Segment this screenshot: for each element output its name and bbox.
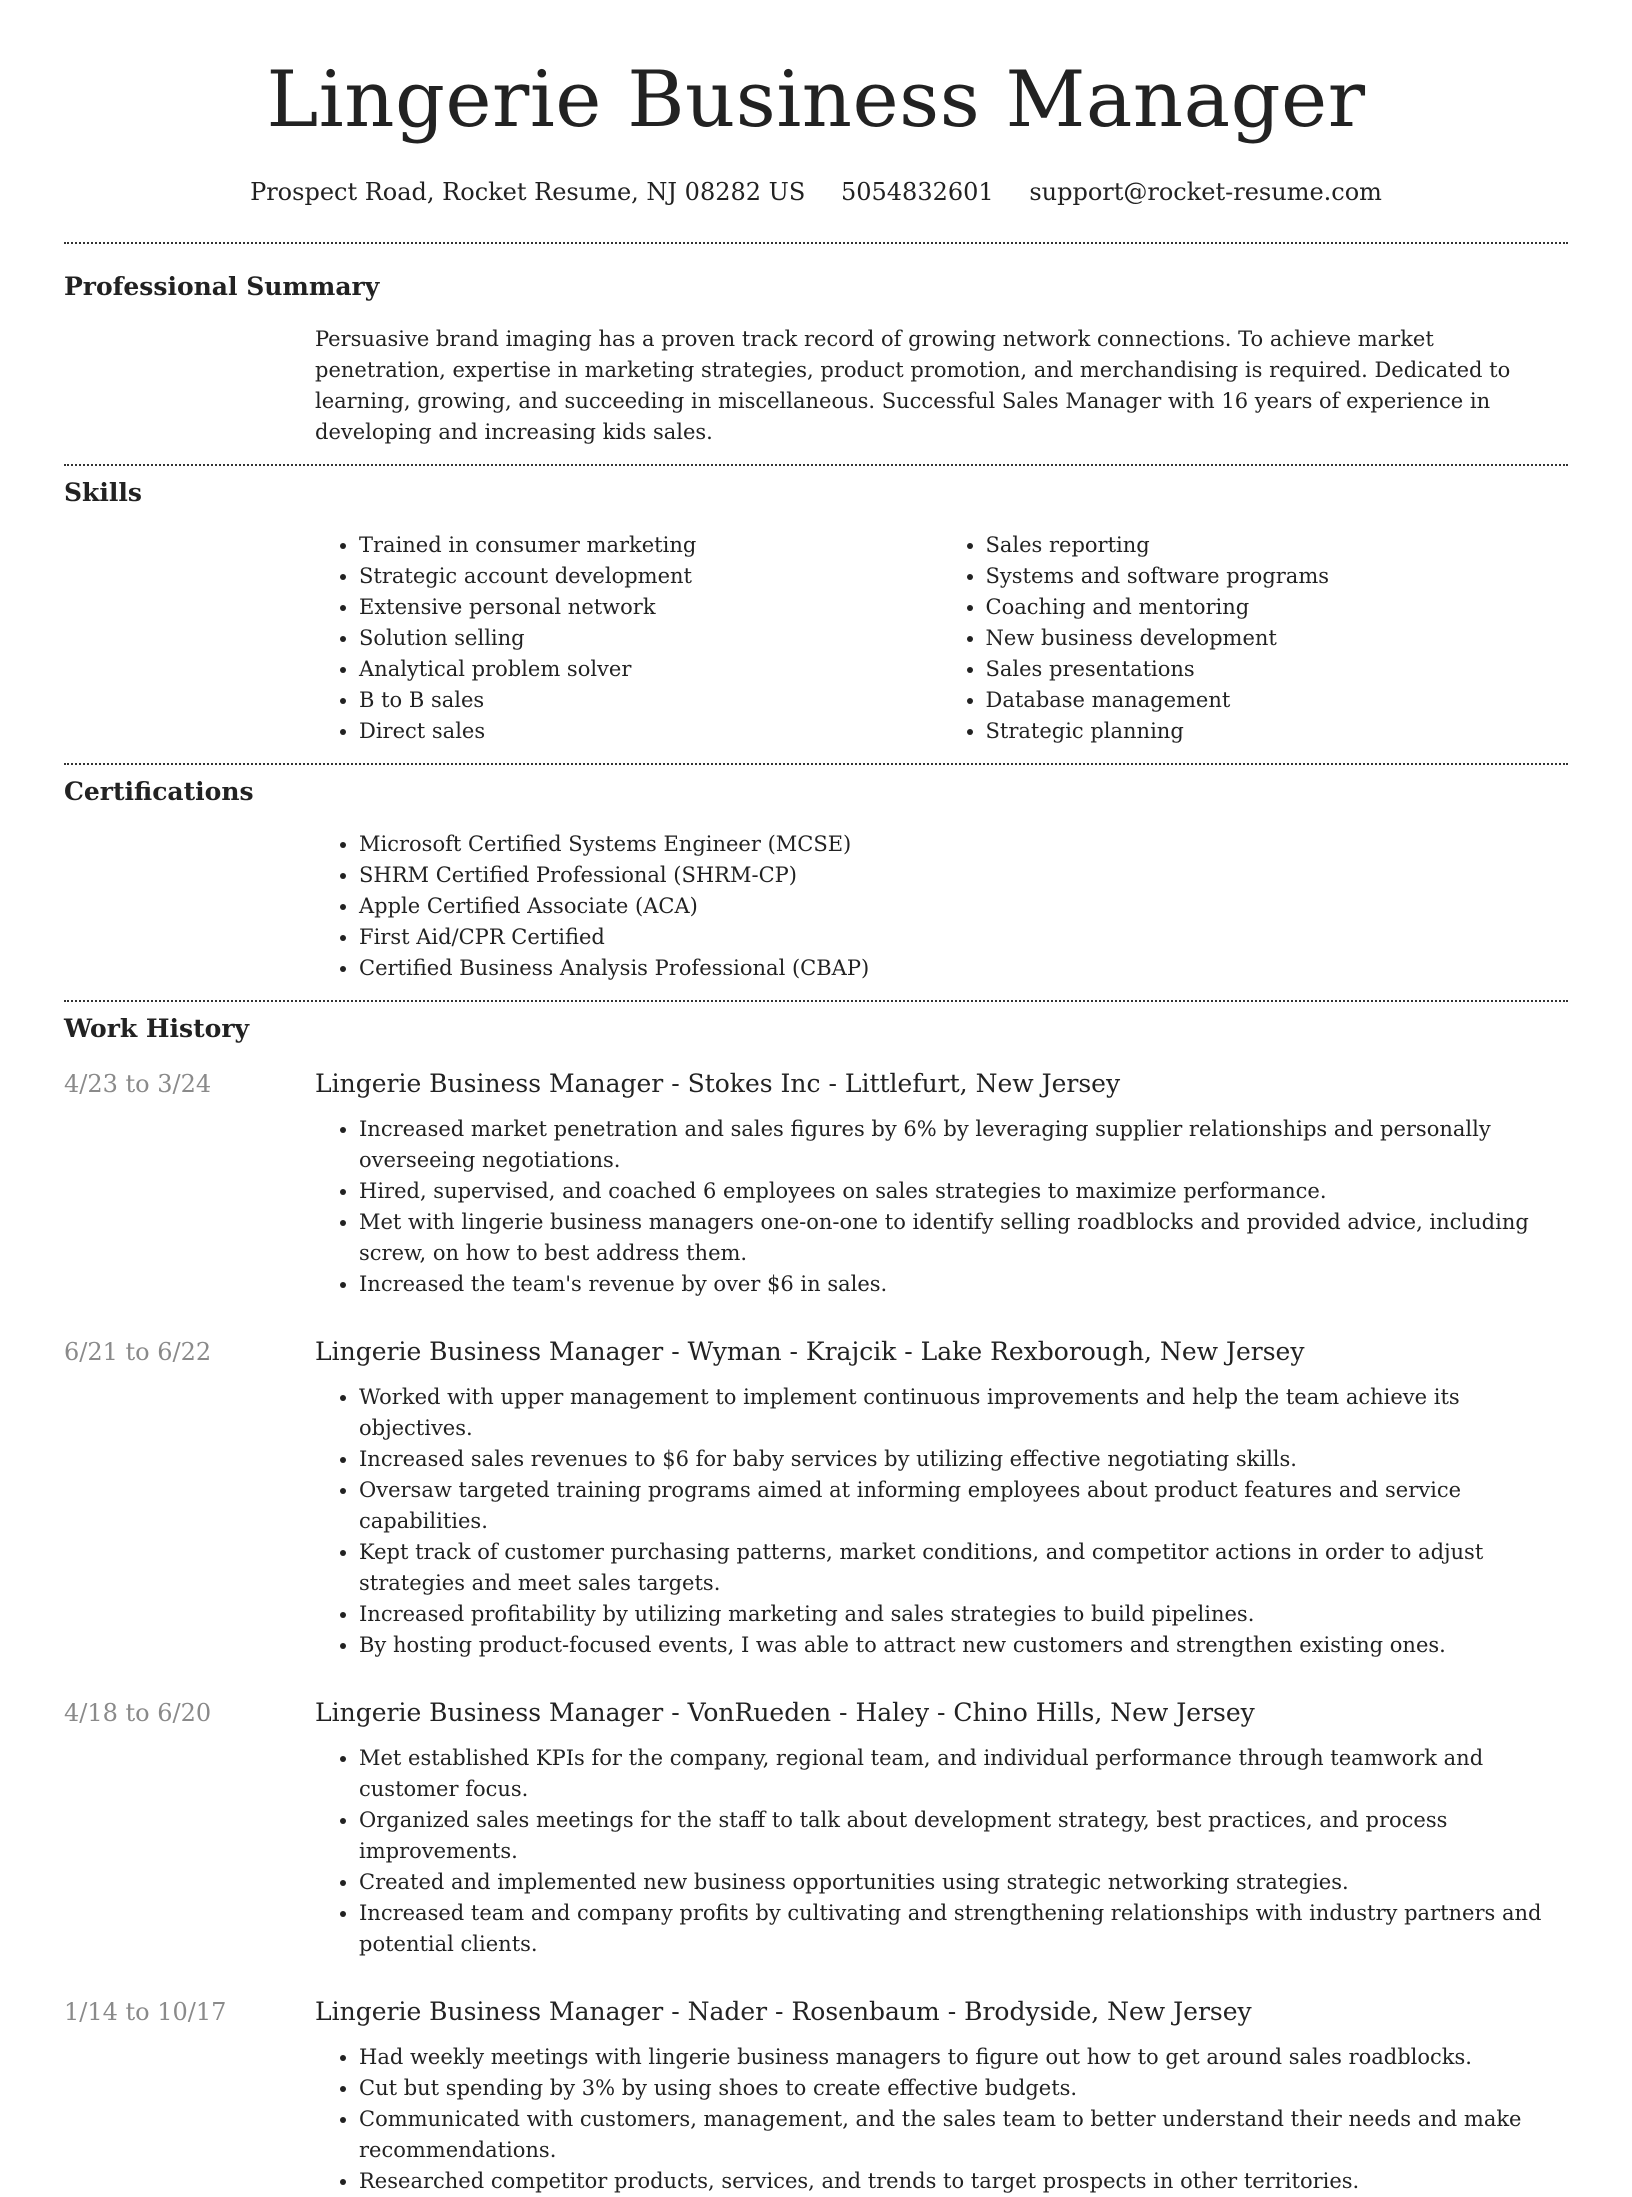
list-item: • Communicated with customers, management, and the sales team to better understand their needs and make recommendations. — [359, 2104, 1568, 2166]
job-entry — [64, 1336, 1568, 1661]
list-item: • Increased market penetration and sales figures by 6% by leveraging supplier relationships and personally overseeing negotiations. — [359, 1114, 1568, 1176]
contact-address: Prospect Road, Rocket Resume, NJ 08282 US — [250, 178, 806, 206]
job-details — [315, 1697, 1568, 1960]
list-item: • Had weekly meetings with lingerie business managers to figure out how to get around sales roadblocks. — [359, 2042, 1568, 2073]
list-item: • Extensive personal network — [359, 592, 942, 623]
list-item: • Database management — [986, 685, 1569, 716]
summary-text: Persuasive brand imaging has a proven track record of growing network connections. To achieve market penetration, expertise in marketing strategies, product promotion, and merchandising is required. Dedicated to learning, growing, and succeeding in miscellaneous. Successful Sales Manager with 16 years of experience in developing and increasing kids sales. — [315, 327, 1511, 444]
list-item: • Sales presentations — [986, 654, 1569, 685]
job-entry — [64, 1996, 1568, 2197]
job-title: Lingerie Business Manager - Wyman - Krajcik - Lake Rexborough, New Jersey — [315, 1337, 1305, 1366]
list-item: • Sales reporting — [986, 530, 1569, 561]
work-heading: Work History — [64, 1014, 250, 1043]
list-item: • Analytical problem solver — [359, 654, 942, 685]
list-item: • Trained in consumer marketing — [359, 530, 942, 561]
list-item: • Apple Certified Associate (ACA) — [359, 891, 1568, 922]
list-item: • Solution selling — [359, 623, 942, 654]
list-item: • Strategic account development — [359, 561, 942, 592]
job-dates: 6/21 to 6/22 — [64, 1338, 212, 1366]
contact-line — [64, 176, 1568, 208]
list-item: • By hosting product-focused events, I was able to attract new customers and strengthen existing ones. — [359, 1630, 1568, 1661]
resume-page — [64, 0, 1568, 2197]
job-title: Lingerie Business Manager - Stokes Inc - Littlefurt, New Jersey — [315, 1069, 1121, 1098]
job-bullets — [315, 1114, 1568, 1300]
job-dates: 1/14 to 10/17 — [64, 1998, 227, 2026]
skills-list-left — [315, 530, 942, 747]
list-item: • Cut but spending by 3% by using shoes to create effective budgets. — [359, 2073, 1568, 2104]
job-details — [315, 1068, 1568, 1300]
certifications-body — [315, 829, 1568, 984]
skills-section — [64, 466, 1568, 747]
list-item: • Direct sales — [359, 716, 942, 747]
list-item: • Created and implemented new business opportunities using strategic networking strategies. — [359, 1867, 1568, 1898]
job-bullets — [315, 2042, 1568, 2197]
job-details — [315, 1336, 1568, 1661]
list-item: • Increased the team's revenue by over $6 in sales. — [359, 1269, 1568, 1300]
list-item: • Certified Business Analysis Professional (CBAP) — [359, 953, 1568, 984]
list-item: • Systems and software programs — [986, 561, 1569, 592]
list-item: • Worked with upper management to implement continuous improvements and help the team achieve its objectives. — [359, 1382, 1568, 1444]
job-title: Lingerie Business Manager - Nader - Rosenbaum - Brodyside, New Jersey — [315, 1997, 1252, 2026]
list-item: • Kept track of customer purchasing patterns, market conditions, and competitor actions in order to adjust strategies and meet sales targets. — [359, 1537, 1568, 1599]
resume-name: Lingerie Business Manager — [266, 55, 1366, 145]
list-item: • Met established KPIs for the company, regional team, and individual performance through teamwork and customer focus. — [359, 1743, 1568, 1805]
summary-heading: Professional Summary — [64, 272, 380, 301]
job-entry — [64, 1697, 1568, 1960]
list-item: • Coaching and mentoring — [986, 592, 1569, 623]
list-item: • Oversaw targeted training programs aimed at informing employees about product features and service capabilities. — [359, 1475, 1568, 1537]
skills-columns — [315, 530, 1568, 747]
list-item: • Increased sales revenues to $6 for baby services by utilizing effective negotiating skills. — [359, 1444, 1568, 1475]
job-details — [315, 1996, 1568, 2197]
list-item: • Increased profitability by utilizing marketing and sales strategies to build pipelines. — [359, 1599, 1568, 1630]
list-item: • Researched competitor products, services, and trends to target prospects in other territories. — [359, 2166, 1568, 2197]
job-title: Lingerie Business Manager - VonRueden - Haley - Chino Hills, New Jersey — [315, 1698, 1255, 1727]
job-bullets — [315, 1382, 1568, 1661]
list-item: • Microsoft Certified Systems Engineer (MCSE) — [359, 829, 1568, 860]
work-section — [64, 1002, 1568, 2197]
list-item: • Increased team and company profits by cultivating and strengthening relationships with industry partners and potential clients. — [359, 1898, 1568, 1960]
certifications-list — [315, 829, 1568, 984]
certifications-section — [64, 765, 1568, 984]
skills-list-right — [942, 530, 1569, 747]
list-item: • Strategic planning — [986, 716, 1569, 747]
list-item: • Hired, supervised, and coached 6 employees on sales strategies to maximize performance. — [359, 1176, 1568, 1207]
skills-heading: Skills — [64, 478, 142, 507]
list-item: • B to B sales — [359, 685, 942, 716]
certifications-heading: Certifications — [64, 777, 254, 806]
job-bullets — [315, 1743, 1568, 1960]
list-item: • SHRM Certified Professional (SHRM-CP) — [359, 860, 1568, 891]
job-entry — [64, 1068, 1568, 1300]
contact-phone: 5054832601 — [840, 178, 994, 206]
summary-section — [64, 244, 1568, 448]
contact-email: support@rocket-resume.com — [1029, 178, 1382, 206]
list-item: • Organized sales meetings for the staff to talk about development strategy, best practices, and process improvements. — [359, 1805, 1568, 1867]
list-item: • Met with lingerie business managers one-on-one to identify selling roadblocks and provided advice, including screw, on how to best address them. — [359, 1207, 1568, 1269]
job-dates: 4/23 to 3/24 — [64, 1070, 212, 1098]
list-item: • New business development — [986, 623, 1569, 654]
list-item: • First Aid/CPR Certified — [359, 922, 1568, 953]
job-dates: 4/18 to 6/20 — [64, 1699, 212, 1727]
